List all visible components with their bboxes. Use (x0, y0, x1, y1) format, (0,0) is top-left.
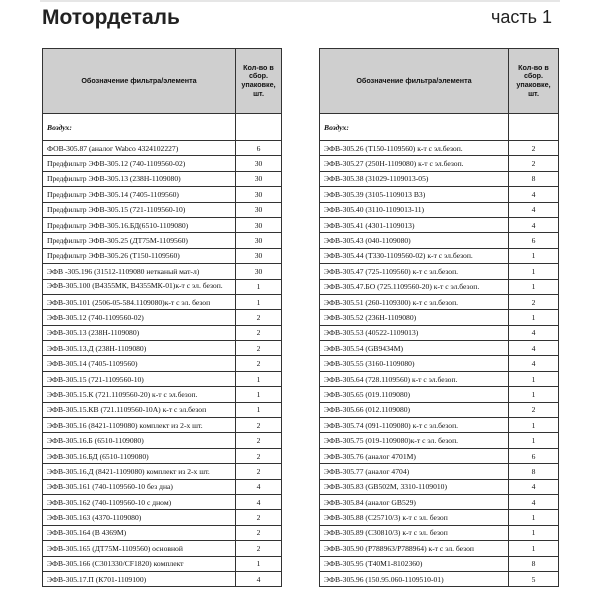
pack-quantity-cell: 1 (236, 402, 282, 417)
pack-quantity-cell: 2 (236, 341, 282, 356)
filter-designation-cell: ЭФВ-305.41 (4301-1109013) (320, 217, 509, 232)
pack-quantity-cell: 2 (236, 325, 282, 340)
table-row (320, 525, 559, 540)
table-row (43, 341, 282, 356)
table-row (320, 202, 559, 217)
pack-quantity-cell: 30 (236, 156, 282, 171)
filter-designation-cell: ЭФВ-305.15.К (721.1109560-20) к-т с эл.безоп. (43, 387, 236, 402)
filter-designation-cell: ЭФВ -305.196 (31512-1109080 нетканый мат-л) (43, 264, 236, 279)
table-row (320, 279, 559, 294)
table-row (320, 556, 559, 571)
section-label: Воздух: (43, 114, 236, 141)
table-row (320, 402, 559, 417)
pack-quantity-cell: 4 (509, 356, 559, 371)
table-row (43, 141, 282, 156)
pack-quantity-cell: 1 (509, 541, 559, 556)
table-row (43, 171, 282, 186)
pack-quantity-cell: 2 (236, 356, 282, 371)
filter-designation-cell: ЭФВ-305.47.БО (725.1109560-20) к-т с эл.безоп. (320, 279, 509, 294)
pack-quantity-cell: 5 (509, 571, 559, 586)
pack-quantity-cell: 4 (509, 202, 559, 217)
table-row (320, 294, 559, 309)
pack-quantity-cell: 30 (236, 171, 282, 186)
filter-designation-cell: ЭФВ-305.15 (721-1109560-10) (43, 371, 236, 386)
table-row (43, 279, 282, 294)
section-empty-cell (509, 114, 559, 141)
table-row (43, 479, 282, 494)
pack-quantity-cell: 30 (236, 202, 282, 217)
table-row (43, 264, 282, 279)
pack-quantity-cell: 4 (509, 325, 559, 340)
filter-designation-cell: ЭФВ-305.64 (728.1109560) к-т с эл.безоп. (320, 371, 509, 386)
pack-quantity-cell: 4 (236, 479, 282, 494)
table-row (43, 248, 282, 263)
table-row (320, 310, 559, 325)
pack-quantity-cell: 2 (236, 464, 282, 479)
table-row (43, 217, 282, 232)
pack-quantity-cell: 2 (236, 418, 282, 433)
table-row (43, 418, 282, 433)
pack-quantity-cell: 2 (509, 402, 559, 417)
section-label: Воздух: (320, 114, 509, 141)
pack-quantity-cell: 1 (236, 387, 282, 402)
table-row (320, 264, 559, 279)
filter-designation-cell: Предфильтр ЭФВ-305.13 (238Н-1109080) (43, 171, 236, 186)
table-row (43, 371, 282, 386)
filter-designation-cell: ЭФВ-305.52 (236Н-1109080) (320, 310, 509, 325)
filter-designation-cell: ЭФВ-305.75 (019-1109080)к-т с эл. безоп. (320, 433, 509, 448)
table-row (43, 556, 282, 571)
pack-quantity-cell: 4 (509, 479, 559, 494)
filter-designation-cell: ЭФВ-305.13.Д (238Н-1109080) (43, 341, 236, 356)
table-row (43, 510, 282, 525)
pack-quantity-cell: 2 (236, 525, 282, 540)
pack-quantity-cell: 4 (236, 571, 282, 586)
filter-designation-cell: ЭФВ-305.76 (аналог 4701М) (320, 448, 509, 463)
pack-quantity-cell: 4 (509, 341, 559, 356)
table-row (320, 141, 559, 156)
table-row (43, 310, 282, 325)
pack-quantity-cell: 1 (236, 371, 282, 386)
table-row (320, 494, 559, 509)
table-row (320, 356, 559, 371)
filter-designation-cell: ЭФВ-305.84 (аналог GB529) (320, 494, 509, 509)
pack-quantity-cell: 30 (236, 217, 282, 232)
pack-quantity-cell: 1 (509, 264, 559, 279)
filter-designation-cell: ЭФВ-305.38 (31029-1109013-05) (320, 171, 509, 186)
filter-designation-cell: ЭФВ-305.164 (В 4369М) (43, 525, 236, 540)
table-row (43, 156, 282, 171)
filter-designation-cell: Предфильтр ЭФВ-305.12 (740-1109560-02) (43, 156, 236, 171)
filter-designation-cell: ЭФВ-305.47 (725-1109560) к-т с эл.безоп. (320, 264, 509, 279)
table-row (43, 294, 282, 309)
table-row (43, 525, 282, 540)
pack-quantity-cell: 30 (236, 248, 282, 263)
table-row (43, 494, 282, 509)
filter-designation-cell: ЭФВ-305.43 (040-1109080) (320, 233, 509, 248)
table-row (43, 387, 282, 402)
table-row (320, 418, 559, 433)
filter-designation-cell: ЭФВ-305.16.Д (8421-1109080) комплект из 2-х шт. (43, 464, 236, 479)
filter-designation-cell: ЭФВ-305.13 (238Н-1109080) (43, 325, 236, 340)
pack-quantity-cell: 1 (509, 279, 559, 294)
pack-quantity-cell: 2 (509, 141, 559, 156)
filter-designation-cell: ЭФВ-305.53 (40522-1109013) (320, 325, 509, 340)
filter-designation-cell: Предфильтр ЭФВ-305.15 (721-1109560-10) (43, 202, 236, 217)
page-title: Мотордеталь (42, 6, 180, 29)
table-row (43, 448, 282, 463)
filter-designation-cell: ЭФВ-305.90 (Р788963/Р788964) к-т с эл. безоп (320, 541, 509, 556)
table-row (43, 356, 282, 371)
filter-designation-cell: ЭФВ-305.95 (Т40М1-8102360) (320, 556, 509, 571)
table-row (320, 510, 559, 525)
table-row (320, 464, 559, 479)
pack-quantity-cell: 6 (509, 448, 559, 463)
filter-designation-cell: ЭФВ-305.15.КВ (721.1109560-10А) к-т с эл.безоп (43, 402, 236, 417)
pack-quantity-cell: 1 (509, 310, 559, 325)
pack-quantity-cell: 1 (236, 294, 282, 309)
table-row (43, 202, 282, 217)
filter-designation-cell: ЭФВ-305.83 (GB502M, 3310-1109010) (320, 479, 509, 494)
filter-designation-cell: ЭФВ-305.51 (260-1109300) к-т с эл.безоп. (320, 294, 509, 309)
pack-quantity-cell: 6 (509, 233, 559, 248)
pack-quantity-cell: 2 (236, 510, 282, 525)
filter-designation-cell: ЭФВ-305.96 (150.95.060-1109510-01) (320, 571, 509, 586)
table-row (43, 541, 282, 556)
filter-designation-cell: ЭФВ-305.166 (С301330/CF1820) комплект (43, 556, 236, 571)
table-row (320, 156, 559, 171)
filter-designation-cell: ФОВ-305.87 (аналог Wabco 4324102227) (43, 141, 236, 156)
pack-quantity-cell: 1 (236, 279, 282, 294)
table-row (320, 171, 559, 186)
filter-designation-cell: ЭФВ-305.89 (С30810/3) к-т с эл. безоп (320, 525, 509, 540)
filter-designation-cell: ЭФВ-305.27 (250Н-1109080) к-т с эл.безоп. (320, 156, 509, 171)
pack-quantity-cell: 8 (509, 464, 559, 479)
table-row (43, 433, 282, 448)
pack-quantity-cell: 4 (236, 494, 282, 509)
filter-designation-cell: ЭФВ-305.54 (GB9434M) (320, 341, 509, 356)
pack-quantity-cell: 1 (509, 525, 559, 540)
table-row (43, 233, 282, 248)
filter-designation-cell: ЭФВ-305.74 (091-1109080) к-т с эл.безоп. (320, 418, 509, 433)
pack-quantity-cell: 2 (236, 541, 282, 556)
pack-quantity-cell: 2 (236, 433, 282, 448)
filter-designation-cell: Предфильтр ЭФВ-305.26 (Т150-1109560) (43, 248, 236, 263)
pack-quantity-cell: 1 (509, 510, 559, 525)
filter-designation-cell: ЭФВ-305.39 (3105-1109013 В3) (320, 187, 509, 202)
table-row (43, 464, 282, 479)
filter-designation-cell: ЭФВ-305.17.П (К701-1109100) (43, 571, 236, 586)
pack-quantity-cell: 4 (509, 187, 559, 202)
pack-quantity-cell: 4 (509, 494, 559, 509)
table-row (320, 371, 559, 386)
filter-designation-cell: ЭФВ-305.101 (2506-05-584.1109080)к-т с эл. безоп (43, 294, 236, 309)
filter-designation-cell: ЭФВ-305.14 (7405-1109560) (43, 356, 236, 371)
column-header-designation: Обозначение фильтра/элемента (320, 49, 509, 114)
filter-designation-cell: ЭФВ-305.162 (740-1109560-10 с дном) (43, 494, 236, 509)
filter-designation-cell: ЭФВ-305.26 (Т150-1109560) к-т с эл.безоп. (320, 141, 509, 156)
table-row (320, 187, 559, 202)
filter-designation-cell: ЭФВ-305.77 (аналог 4704) (320, 464, 509, 479)
pack-quantity-cell: 2 (509, 156, 559, 171)
column-header-quantity: Кол-во в сбор. упаковке, шт. (509, 49, 559, 114)
filter-designation-cell: ЭФВ-305.161 (740-1109560-10 без дна) (43, 479, 236, 494)
top-rule (40, 0, 560, 2)
filter-designation-cell: ЭФВ-305.100 (В4355МК, В4355МК-01)к-т с эл. безоп. (43, 279, 236, 294)
table-row (320, 217, 559, 232)
pack-quantity-cell: 1 (509, 418, 559, 433)
filter-designation-cell: ЭФВ-305.16.БД (6510-1109080) (43, 448, 236, 463)
pack-quantity-cell: 6 (236, 141, 282, 156)
pack-quantity-cell: 1 (509, 433, 559, 448)
filter-designation-cell: ЭФВ-305.65 (019.1109080) (320, 387, 509, 402)
filter-designation-cell: ЭФВ-305.16.Б (6510-1109080) (43, 433, 236, 448)
filter-designation-cell: ЭФВ-305.44 (Т330-1109560-02) к-т с эл.безоп. (320, 248, 509, 263)
pack-quantity-cell: 1 (509, 387, 559, 402)
table-row (320, 479, 559, 494)
section-empty-cell (236, 114, 282, 141)
table-row (320, 448, 559, 463)
table-row (320, 248, 559, 263)
table-row (43, 571, 282, 586)
filter-designation-cell: ЭФВ-305.165 (ДТ75М-1109560) основной (43, 541, 236, 556)
filter-designation-cell: ЭФВ-305.88 (С25710/3) к-т с эл. безоп (320, 510, 509, 525)
column-header-designation: Обозначение фильтра/элемента (43, 49, 236, 114)
table-row (320, 387, 559, 402)
filter-designation-cell: Предфильтр ЭФВ-305.16.БД(6510-1109080) (43, 217, 236, 232)
filter-designation-cell: ЭФВ-305.163 (4370-1109080) (43, 510, 236, 525)
filter-table-right (319, 48, 559, 587)
table-row (43, 187, 282, 202)
pack-quantity-cell: 8 (509, 556, 559, 571)
filter-designation-cell: Предфильтр ЭФВ-305.25 (ДТ75М-1109560) (43, 233, 236, 248)
pack-quantity-cell: 2 (236, 448, 282, 463)
filter-designation-cell: ЭФВ-305.16 (8421-1109080) комплект из 2-х шт. (43, 418, 236, 433)
pack-quantity-cell: 30 (236, 233, 282, 248)
table-row (320, 571, 559, 586)
pack-quantity-cell: 1 (509, 371, 559, 386)
filter-designation-cell: Предфильтр ЭФВ-305.14 (7405-1109560) (43, 187, 236, 202)
table-row (320, 541, 559, 556)
table-row (43, 402, 282, 417)
pack-quantity-cell: 1 (236, 556, 282, 571)
table-row (320, 341, 559, 356)
pack-quantity-cell: 4 (509, 217, 559, 232)
part-label: часть 1 (490, 7, 552, 27)
table-row (43, 325, 282, 340)
table-row (320, 233, 559, 248)
filter-designation-cell: ЭФВ-305.12 (740-1109560-02) (43, 310, 236, 325)
pack-quantity-cell: 1 (509, 248, 559, 263)
filter-designation-cell: ЭФВ-305.66 (012.1109080) (320, 402, 509, 417)
pack-quantity-cell: 2 (509, 294, 559, 309)
table-row (320, 325, 559, 340)
pack-quantity-cell: 30 (236, 264, 282, 279)
pack-quantity-cell: 2 (236, 310, 282, 325)
filter-designation-cell: ЭФВ-305.55 (3160-1109080) (320, 356, 509, 371)
filter-table-left (42, 48, 282, 587)
pack-quantity-cell: 8 (509, 171, 559, 186)
pack-quantity-cell: 30 (236, 187, 282, 202)
table-row (320, 433, 559, 448)
column-header-quantity: Кол-во в сбор. упаковке, шт. (236, 49, 282, 114)
filter-designation-cell: ЭФВ-305.40 (3110-1109013-11) (320, 202, 509, 217)
